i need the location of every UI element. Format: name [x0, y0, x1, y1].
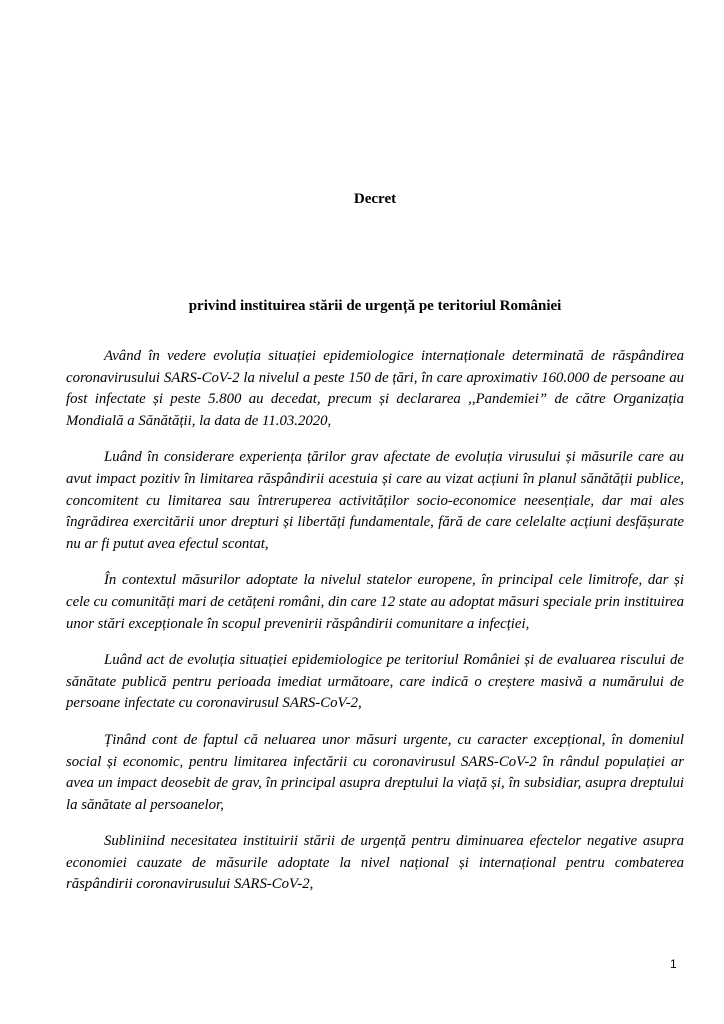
paragraph-1: Având în vedere evoluția situației epidemiologice internaționale determinată de răspândirea coronavirusului SARS-CoV-2 la nivelul a peste 150 de țări, în care aproximativ 160.000 de persoane au fost infectate și peste 5.800 au decedat, precum și declararea ,,Pandemiei” de către Organizația Mondială a Sănătății, la data de 11.03.2020,	[66, 348, 684, 429]
page-number: 1	[670, 957, 677, 971]
document-body	[66, 346, 684, 911]
paragraph-6: Subliniind necesitatea instituirii stării de urgență pentru diminuarea efectelor negative asupra economiei cauzate de măsurile adoptate la nivel național și internațional pentru combaterea răspândirii coronavirusului SARS-CoV-2,	[66, 833, 684, 893]
paragraph-3: În contextul măsurilor adoptate la nivelul statelor europene, în principal cele limitrofe, dar și cele cu comunități mari de cetățeni români, din care 12 state au adoptat măsuri speciale prin instituirea unor stări excepționale în scopul prevenirii răspândirii comunitare a infecției,	[66, 572, 684, 632]
paragraph-2: Luând în considerare experiența țărilor grav afectate de evoluția virusului și măsurile care au avut impact pozitiv în limitarea răspândirii acestuia și care au vizat acțiuni în planul sănătății publice, concomitent cu limitarea sau întreruperea activităților socio-economice neesențiale, dar mai ales îngrădirea exercitării unor drepturi și libertăți fundamentale, fără de care celelalte acțiuni desfășurate nu ar fi putut avea efectul scontat,	[66, 449, 684, 552]
paragraph-5: Ținând cont de faptul că neluarea unor măsuri urgente, cu caracter excepțional, în domeniul social și economic, pentru limitarea infectării cu coronavirusul SARS-CoV-2 în rândul populației ar avea un impact deosebit de grav, în principal asupra dreptului la viață și, în subsidiar, asupra dreptului la sănătate al persoanelor,	[66, 731, 684, 813]
paragraph-4: Luând act de evoluția situației epidemiologice pe teritoriul României și de evaluarea riscului de sănătate publică pentru perioada imediat următoare, care indică o creștere masivă a numărului de persoane infectate cu coronavirusul SARS-CoV-2,	[66, 652, 684, 712]
document-subtitle: privind instituirea stării de urgență pe teritoriul României	[188, 298, 562, 314]
document-title: Decret	[353, 191, 397, 207]
